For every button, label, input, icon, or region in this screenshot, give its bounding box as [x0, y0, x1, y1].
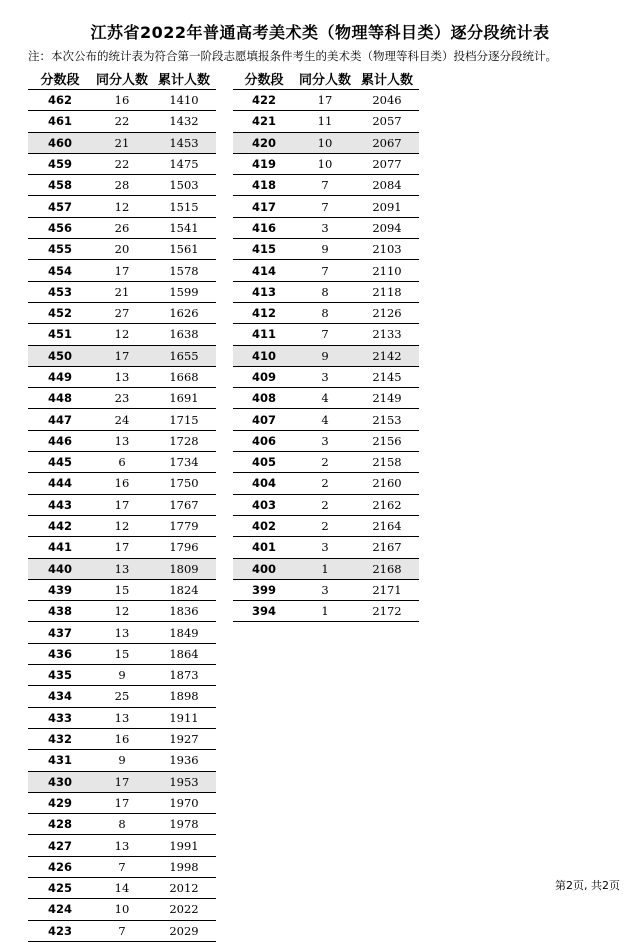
score-cell: 448	[28, 388, 92, 409]
cumulative-cell: 1864	[152, 643, 216, 664]
same-count-cell: 10	[92, 899, 152, 920]
score-cell: 454	[28, 260, 92, 281]
page-title: 江苏省2022年普通高考美术类（物理等科目类）逐分段统计表	[90, 23, 550, 42]
table-row	[28, 239, 216, 260]
same-count-cell: 17	[92, 345, 152, 366]
cumulative-cell: 1767	[152, 494, 216, 515]
table-row	[28, 856, 216, 877]
same-count-cell: 7	[92, 856, 152, 877]
score-cell: 403	[233, 494, 295, 515]
score-cell: 461	[28, 111, 92, 132]
score-cell: 455	[28, 239, 92, 260]
score-cell: 408	[233, 388, 295, 409]
score-cell: 426	[28, 856, 92, 877]
score-cell: 436	[28, 643, 92, 664]
same-count-cell: 17	[92, 494, 152, 515]
same-count-cell: 7	[295, 260, 355, 281]
same-count-cell: 12	[92, 601, 152, 622]
same-count-cell: 2	[295, 473, 355, 494]
same-count-cell: 13	[92, 622, 152, 643]
cumulative-cell: 2133	[355, 324, 419, 345]
cumulative-cell: 2094	[355, 217, 419, 238]
cumulative-cell: 1796	[152, 537, 216, 558]
same-count-cell: 22	[92, 153, 152, 174]
cumulative-cell: 2012	[152, 877, 216, 898]
score-cell: 443	[28, 494, 92, 515]
same-count-cell: 2	[295, 515, 355, 536]
cumulative-cell: 2126	[355, 302, 419, 323]
table-row	[28, 366, 216, 387]
cumulative-cell: 1578	[152, 260, 216, 281]
score-cell: 411	[233, 324, 295, 345]
table-row	[28, 494, 216, 515]
cumulative-cell: 2110	[355, 260, 419, 281]
table-row	[233, 111, 419, 132]
page-number: 第2页, 共2页	[555, 879, 620, 892]
cumulative-cell: 2103	[355, 239, 419, 260]
table-row	[233, 260, 419, 281]
cumulative-cell: 1953	[152, 771, 216, 792]
same-count-cell: 20	[92, 239, 152, 260]
table-row	[28, 622, 216, 643]
score-cell: 434	[28, 686, 92, 707]
cumulative-cell: 2046	[355, 90, 419, 111]
table-row	[233, 388, 419, 409]
score-cell: 410	[233, 345, 295, 366]
table-note: 注：本次公布的统计表为符合第一阶段志愿填报条件考生的美术类（物理等科目类）投档分逐分段统计。	[28, 49, 557, 63]
same-count-cell: 1	[295, 558, 355, 579]
table-row	[28, 430, 216, 451]
same-count-cell: 22	[92, 111, 152, 132]
cumulative-cell: 1691	[152, 388, 216, 409]
score-cell: 431	[28, 750, 92, 771]
same-count-cell: 10	[295, 132, 355, 153]
table-row	[28, 217, 216, 238]
table-row	[28, 835, 216, 856]
table-row	[28, 686, 216, 707]
score-cell: 428	[28, 814, 92, 835]
table-row	[28, 558, 216, 579]
same-count-cell: 23	[92, 388, 152, 409]
table-row	[233, 430, 419, 451]
score-cell: 425	[28, 877, 92, 898]
table-row	[233, 175, 419, 196]
table-row	[28, 515, 216, 536]
same-count-cell: 25	[92, 686, 152, 707]
score-cell: 429	[28, 792, 92, 813]
table-row	[28, 728, 216, 749]
table-row	[28, 537, 216, 558]
score-cell: 450	[28, 345, 92, 366]
same-count-cell: 13	[92, 430, 152, 451]
header-score: 分数段	[28, 67, 92, 90]
table-row	[28, 90, 216, 111]
table-row	[233, 281, 419, 302]
score-cell: 452	[28, 302, 92, 323]
same-count-cell: 16	[92, 90, 152, 111]
table-row	[233, 515, 419, 536]
cumulative-cell: 1824	[152, 579, 216, 600]
same-count-cell: 17	[92, 771, 152, 792]
score-cell: 421	[233, 111, 295, 132]
table-row	[28, 302, 216, 323]
table-row	[233, 345, 419, 366]
table-row	[28, 920, 216, 941]
score-cell: 409	[233, 366, 295, 387]
cumulative-cell: 1836	[152, 601, 216, 622]
score-cell: 394	[233, 601, 295, 622]
same-count-cell: 14	[92, 877, 152, 898]
same-count-cell: 3	[295, 430, 355, 451]
same-count-cell: 7	[92, 920, 152, 941]
table-row	[28, 707, 216, 728]
table-row	[28, 345, 216, 366]
score-cell: 427	[28, 835, 92, 856]
table-row	[233, 132, 419, 153]
cumulative-cell: 1911	[152, 707, 216, 728]
score-cell: 462	[28, 90, 92, 111]
table-row	[233, 409, 419, 430]
same-count-cell: 13	[92, 835, 152, 856]
score-cell: 445	[28, 452, 92, 473]
same-count-cell: 7	[295, 175, 355, 196]
table-row	[233, 196, 419, 217]
score-cell: 414	[233, 260, 295, 281]
same-count-cell: 17	[295, 90, 355, 111]
score-cell: 412	[233, 302, 295, 323]
score-cell: 456	[28, 217, 92, 238]
score-cell: 453	[28, 281, 92, 302]
same-count-cell: 9	[92, 750, 152, 771]
same-count-cell: 16	[92, 473, 152, 494]
cumulative-cell: 2067	[355, 132, 419, 153]
table-row	[233, 324, 419, 345]
cumulative-cell: 1898	[152, 686, 216, 707]
same-count-cell: 11	[295, 111, 355, 132]
score-cell: 460	[28, 132, 92, 153]
table-row	[28, 643, 216, 664]
same-count-cell: 6	[92, 452, 152, 473]
header-same-count: 同分人数	[92, 67, 152, 90]
score-cell: 401	[233, 537, 295, 558]
table-row	[28, 601, 216, 622]
cumulative-cell: 1561	[152, 239, 216, 260]
score-cell: 459	[28, 153, 92, 174]
cumulative-cell: 2084	[355, 175, 419, 196]
score-cell: 404	[233, 473, 295, 494]
table-row	[28, 665, 216, 686]
score-cell: 449	[28, 366, 92, 387]
cumulative-cell: 1849	[152, 622, 216, 643]
table-row	[28, 153, 216, 174]
score-cell: 433	[28, 707, 92, 728]
same-count-cell: 13	[92, 707, 152, 728]
table-body-right	[233, 90, 419, 622]
same-count-cell: 17	[92, 537, 152, 558]
cumulative-cell: 1991	[152, 835, 216, 856]
cumulative-cell: 1541	[152, 217, 216, 238]
table-row	[233, 302, 419, 323]
cumulative-cell: 2029	[152, 920, 216, 941]
same-count-cell: 13	[92, 558, 152, 579]
cumulative-cell: 1626	[152, 302, 216, 323]
same-count-cell: 3	[295, 217, 355, 238]
table-row	[28, 771, 216, 792]
same-count-cell: 17	[92, 260, 152, 281]
same-count-cell: 10	[295, 153, 355, 174]
same-count-cell: 2	[295, 452, 355, 473]
score-cell: 441	[28, 537, 92, 558]
cumulative-cell: 1734	[152, 452, 216, 473]
score-cell: 440	[28, 558, 92, 579]
cumulative-cell: 1475	[152, 153, 216, 174]
table-row	[233, 239, 419, 260]
same-count-cell: 4	[295, 388, 355, 409]
same-count-cell: 3	[295, 366, 355, 387]
cumulative-cell: 2118	[355, 281, 419, 302]
same-count-cell: 12	[92, 515, 152, 536]
table-row	[28, 792, 216, 813]
header-cumulative: 累计人数	[355, 67, 419, 90]
cumulative-cell: 1432	[152, 111, 216, 132]
cumulative-cell: 1599	[152, 281, 216, 302]
table-row	[28, 750, 216, 771]
table-row	[28, 899, 216, 920]
table-row	[28, 409, 216, 430]
cumulative-cell: 1410	[152, 90, 216, 111]
cumulative-cell: 2162	[355, 494, 419, 515]
table-header-row	[28, 67, 216, 90]
cumulative-cell: 1515	[152, 196, 216, 217]
table-row	[233, 153, 419, 174]
cumulative-cell: 2091	[355, 196, 419, 217]
same-count-cell: 8	[295, 281, 355, 302]
cumulative-cell: 1998	[152, 856, 216, 877]
cumulative-cell: 1873	[152, 665, 216, 686]
same-count-cell: 17	[92, 792, 152, 813]
cumulative-cell: 2167	[355, 537, 419, 558]
score-cell: 437	[28, 622, 92, 643]
same-count-cell: 21	[92, 281, 152, 302]
cumulative-cell: 1728	[152, 430, 216, 451]
header-cumulative: 累计人数	[152, 67, 216, 90]
cumulative-cell: 1936	[152, 750, 216, 771]
score-cell: 415	[233, 239, 295, 260]
cumulative-cell: 2077	[355, 153, 419, 174]
cumulative-cell: 1779	[152, 515, 216, 536]
same-count-cell: 8	[295, 302, 355, 323]
cumulative-cell: 2160	[355, 473, 419, 494]
table-row	[28, 196, 216, 217]
table-row	[28, 111, 216, 132]
score-cell: 424	[28, 899, 92, 920]
header-score: 分数段	[233, 67, 295, 90]
same-count-cell: 15	[92, 579, 152, 600]
score-cell: 405	[233, 452, 295, 473]
table-row	[233, 579, 419, 600]
same-count-cell: 12	[92, 324, 152, 345]
cumulative-cell: 2153	[355, 409, 419, 430]
score-cell: 423	[28, 920, 92, 941]
score-cell: 402	[233, 515, 295, 536]
same-count-cell: 27	[92, 302, 152, 323]
cumulative-cell: 2149	[355, 388, 419, 409]
cumulative-cell: 2156	[355, 430, 419, 451]
same-count-cell: 9	[295, 345, 355, 366]
cumulative-cell: 2145	[355, 366, 419, 387]
score-table-left	[28, 67, 216, 942]
same-count-cell: 28	[92, 175, 152, 196]
table-header-row	[233, 67, 419, 90]
score-cell: 399	[233, 579, 295, 600]
same-count-cell: 3	[295, 537, 355, 558]
header-same-count: 同分人数	[295, 67, 355, 90]
score-cell: 438	[28, 601, 92, 622]
table-body-left	[28, 90, 216, 942]
score-cell: 416	[233, 217, 295, 238]
cumulative-cell: 2171	[355, 579, 419, 600]
table-row	[233, 452, 419, 473]
score-cell: 400	[233, 558, 295, 579]
table-row	[28, 175, 216, 196]
table-row	[28, 814, 216, 835]
table-row	[28, 452, 216, 473]
cumulative-cell: 1970	[152, 792, 216, 813]
cumulative-cell: 1638	[152, 324, 216, 345]
same-count-cell: 8	[92, 814, 152, 835]
same-count-cell: 3	[295, 579, 355, 600]
cumulative-cell: 2172	[355, 601, 419, 622]
cumulative-cell: 2057	[355, 111, 419, 132]
table-row	[28, 132, 216, 153]
same-count-cell: 7	[295, 324, 355, 345]
same-count-cell: 16	[92, 728, 152, 749]
cumulative-cell: 1927	[152, 728, 216, 749]
table-row	[233, 366, 419, 387]
score-cell: 417	[233, 196, 295, 217]
cumulative-cell: 1668	[152, 366, 216, 387]
score-cell: 420	[233, 132, 295, 153]
score-cell: 447	[28, 409, 92, 430]
cumulative-cell: 1809	[152, 558, 216, 579]
same-count-cell: 9	[92, 665, 152, 686]
table-row	[28, 388, 216, 409]
cumulative-cell: 1453	[152, 132, 216, 153]
score-cell: 422	[233, 90, 295, 111]
same-count-cell: 21	[92, 132, 152, 153]
cumulative-cell: 1750	[152, 473, 216, 494]
cumulative-cell: 2168	[355, 558, 419, 579]
score-cell: 419	[233, 153, 295, 174]
score-cell: 435	[28, 665, 92, 686]
score-cell: 413	[233, 281, 295, 302]
score-cell: 458	[28, 175, 92, 196]
same-count-cell: 26	[92, 217, 152, 238]
score-cell: 418	[233, 175, 295, 196]
table-row	[28, 324, 216, 345]
cumulative-cell: 1503	[152, 175, 216, 196]
table-row	[28, 579, 216, 600]
score-cell: 451	[28, 324, 92, 345]
same-count-cell: 7	[295, 196, 355, 217]
score-cell: 432	[28, 728, 92, 749]
table-row	[233, 558, 419, 579]
table-row	[28, 473, 216, 494]
cumulative-cell: 1978	[152, 814, 216, 835]
score-cell: 406	[233, 430, 295, 451]
score-cell: 444	[28, 473, 92, 494]
same-count-cell: 4	[295, 409, 355, 430]
score-cell: 430	[28, 771, 92, 792]
same-count-cell: 24	[92, 409, 152, 430]
score-cell: 442	[28, 515, 92, 536]
same-count-cell: 15	[92, 643, 152, 664]
table-row	[28, 281, 216, 302]
table-row	[233, 601, 419, 622]
same-count-cell: 12	[92, 196, 152, 217]
cumulative-cell: 2158	[355, 452, 419, 473]
score-cell: 407	[233, 409, 295, 430]
cumulative-cell: 2022	[152, 899, 216, 920]
score-cell: 446	[28, 430, 92, 451]
table-row	[233, 473, 419, 494]
table-row	[28, 877, 216, 898]
table-row	[233, 90, 419, 111]
same-count-cell: 1	[295, 601, 355, 622]
same-count-cell: 9	[295, 239, 355, 260]
cumulative-cell: 2164	[355, 515, 419, 536]
cumulative-cell: 2142	[355, 345, 419, 366]
table-row	[233, 217, 419, 238]
table-row	[233, 537, 419, 558]
score-table-right	[233, 67, 419, 622]
score-cell: 457	[28, 196, 92, 217]
cumulative-cell: 1655	[152, 345, 216, 366]
score-cell: 439	[28, 579, 92, 600]
same-count-cell: 2	[295, 494, 355, 515]
table-row	[28, 260, 216, 281]
same-count-cell: 13	[92, 366, 152, 387]
table-row	[233, 494, 419, 515]
cumulative-cell: 1715	[152, 409, 216, 430]
